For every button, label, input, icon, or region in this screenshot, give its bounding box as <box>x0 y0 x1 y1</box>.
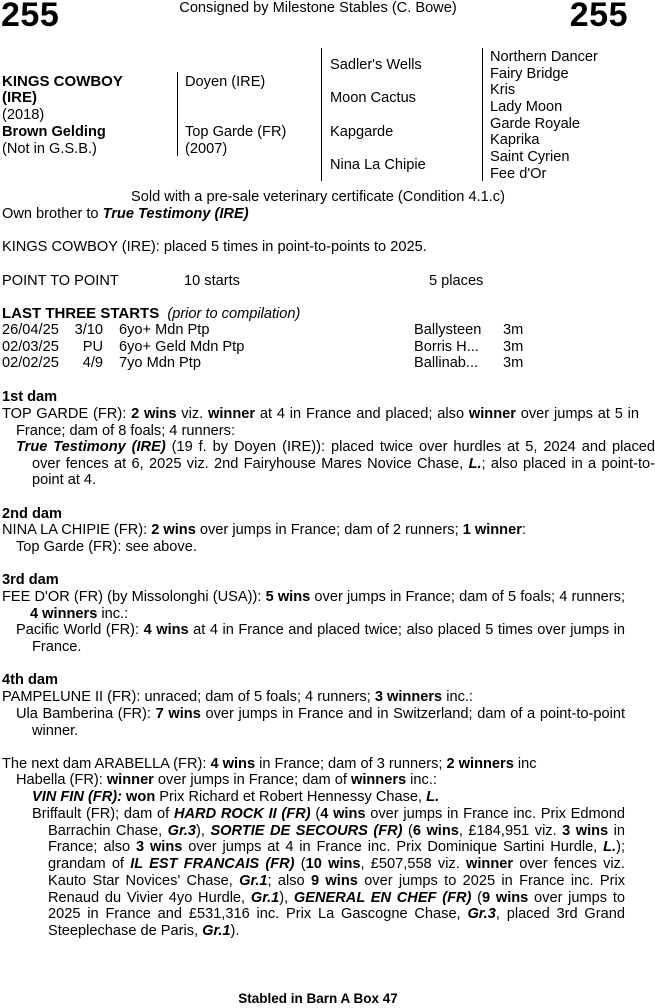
emphasis-text: 6 wins <box>412 822 459 839</box>
pedigree-divider-3 <box>482 48 483 181</box>
emphasis-text: 2 wins <box>131 406 177 422</box>
first-dam-text <box>2 406 639 439</box>
start-dist: 3m <box>503 355 524 372</box>
ancestor-7: Saint Cyrien <box>490 149 570 165</box>
ancestor-1: Northern Dancer <box>490 49 598 65</box>
second-dam-heading: 2nd dam <box>2 506 63 522</box>
emphasis-text: winners <box>350 772 407 788</box>
text-run: over jumps in France; dam of 2 runners; <box>195 522 463 538</box>
grandsire-maternal: Kapgarde <box>330 124 394 140</box>
consignor: Consigned by Milestone Stables (C. Bowe) <box>179 0 457 16</box>
text-run: inc.: <box>97 605 129 622</box>
emphasis-text: winner <box>208 406 256 422</box>
text-run: ); grandam of <box>48 839 626 873</box>
text-run: ( <box>310 806 321 822</box>
start-date: 02/03/25 <box>2 338 59 355</box>
text-run: Briffault (FR); dam of <box>32 806 174 822</box>
sibling-name: True Testimony (IRE) <box>102 206 249 222</box>
emphasis-text: IL EST FRANCAIS (FR) <box>130 856 295 873</box>
text-run: Habella (FR): <box>16 772 107 788</box>
start-pos: PU <box>82 338 103 355</box>
text-run: TOP GARDE (FR): <box>2 406 132 422</box>
text-run: FEE D'OR (FR) (by Missolonghi (USA)): <box>2 589 266 605</box>
horse-description: Brown Gelding <box>2 124 106 140</box>
emphasis-text: L. <box>426 789 440 805</box>
pedigree-divider-1 <box>177 72 178 156</box>
ancestor-4: Lady Moon <box>490 99 563 115</box>
text-run: Prix Richard et Robert Hennessy Chase, <box>155 789 427 805</box>
text-run: ; also placed in a point-to-point at 4. <box>32 455 655 489</box>
fourth-dam-heading: 4th dam <box>2 672 58 688</box>
emphasis-text: winner <box>466 856 514 873</box>
text-run: at 4 in France and placed; also <box>255 406 469 422</box>
start-race: 6yo+ Geld Mdn Ptp <box>119 338 245 355</box>
text-run: , £184,951 viz. <box>458 822 563 839</box>
emphasis-text: 9 wins <box>311 872 358 889</box>
text-run: , £507,558 viz. <box>360 856 467 873</box>
stabling-note: Stabled in Barn A Box 47 <box>238 991 398 1006</box>
granddam-paternal: Moon Cactus <box>330 90 416 106</box>
emphasis-text: 10 wins <box>305 856 361 873</box>
horse-year: (2018) <box>2 107 45 123</box>
lot-number-left: 255 <box>1 0 60 34</box>
own-brother-line: Own brother to True Testimony (IRE) <box>2 206 249 222</box>
start-dist: 3m <box>503 322 524 338</box>
ancestor-3: Kris <box>490 82 516 98</box>
emphasis-text: True Testimony (IRE) <box>16 439 166 455</box>
emphasis-text: 4 wins <box>210 756 256 772</box>
text-run: in France; dam of 3 runners; <box>255 756 447 772</box>
second-dam-text <box>2 522 625 539</box>
text-run: NINA LA CHIPIE (FR): <box>2 522 152 538</box>
emphasis-text: Gr.3 <box>467 906 496 923</box>
emphasis-text: 5 wins <box>265 589 311 605</box>
text-run: over jumps at 5 in France; dam of 8 foals; 4 runners: <box>16 406 640 439</box>
start-pos: 3/10 <box>74 322 103 338</box>
record-starts: 10 starts <box>184 273 240 289</box>
emphasis-text: SORTIE DE SECOURS (FR) <box>210 822 403 839</box>
start-date: 02/02/25 <box>2 355 59 372</box>
text-run: ( <box>471 889 482 906</box>
text-run: in France; also <box>48 822 625 856</box>
emphasis-text: 7 wins <box>155 706 201 722</box>
emphasis-text: 3 winners <box>374 689 443 705</box>
emphasis-text: 2 winners <box>446 756 514 772</box>
vet-certificate-note: Sold with a pre-sale veterinary certificate (Condition 4.1.c) <box>131 189 505 205</box>
ancestor-5: Garde Royale <box>490 115 581 132</box>
third-dam-heading: 3rd dam <box>2 572 59 588</box>
record-label: POINT TO POINT <box>2 273 119 289</box>
emphasis-text: L. <box>603 839 617 856</box>
start-venue: Ballysteen <box>414 322 482 338</box>
text-run: Pacific World (FR): <box>16 622 144 638</box>
text-run: inc.: <box>442 689 473 705</box>
horse-name-suffix: (IRE) <box>2 89 37 106</box>
text-run: ), <box>196 822 211 839</box>
ancestor-8: Fee d'Or <box>490 165 547 182</box>
fourth-dam-progeny <box>2 706 625 739</box>
next-dam-grandprogeny-2 <box>2 806 625 940</box>
next-dam-progeny <box>2 772 625 789</box>
horse-name: KINGS COWBOY <box>2 73 123 90</box>
text-run: Ula Bamberina (FR): <box>16 706 156 722</box>
text-run: over jumps in France; dam of <box>153 772 351 788</box>
emphasis-text: 9 wins <box>482 889 529 906</box>
emphasis-text: : <box>117 789 127 805</box>
text-run: viz. <box>176 406 209 422</box>
emphasis-text: GENERAL EN CHEF (FR) <box>293 889 472 906</box>
lot-number-right: 255 <box>569 0 628 34</box>
text-run: over jumps in France; dam of 5 foals; 4 runners; <box>310 589 626 605</box>
emphasis-text: Gr.1 <box>239 872 268 889</box>
start-race: 6yo+ Mdn Ptp <box>119 322 210 338</box>
third-dam-progeny <box>2 622 625 655</box>
text-run: over jumps in France inc. Prix Edmond Barrachin Chase, <box>48 806 625 839</box>
emphasis-text: 4 wins <box>143 622 189 638</box>
text-run: inc <box>513 756 537 772</box>
emphasis-text: 3 wins <box>562 822 609 839</box>
text-run: ). <box>230 922 240 939</box>
granddam-maternal: Nina La Chipie <box>330 157 426 173</box>
emphasis-text: HARD ROCK II (FR) <box>173 806 311 822</box>
pedigree-divider-2 <box>321 48 322 181</box>
dam-year: (2007) <box>185 141 228 157</box>
emphasis-text: 2 wins <box>151 522 196 538</box>
text-run: : <box>521 522 526 538</box>
text-run: at 4 in France and placed twice; also placed 5 times over jumps in France. <box>32 622 625 655</box>
text-run: PAMPELUNE II (FR): unraced; dam of 5 foals; 4 runners; <box>2 689 375 705</box>
first-dam-progeny <box>2 439 655 489</box>
start-date: 26/04/25 <box>2 322 59 338</box>
sire: Doyen (IRE) <box>185 74 266 90</box>
dam: Top Garde (FR) <box>185 124 287 140</box>
text-run: ; also <box>267 872 311 889</box>
text-run: , placed 3rd Grand Steeplechase de Paris, <box>48 906 625 939</box>
start-dist: 3m <box>503 338 524 355</box>
emphasis-text: Gr.1 <box>250 889 280 906</box>
second-dam-progeny: Top Garde (FR): see above. <box>16 539 197 555</box>
emphasis-text: winner <box>106 772 154 788</box>
record-places: 5 places <box>429 273 484 289</box>
start-venue: Borris H... <box>414 338 479 355</box>
text-run: over jumps to 2025 in France inc. Prix Renaud du Vivier 4yo Hurdle, <box>48 872 626 906</box>
emphasis-text: Gr.3 <box>167 822 197 839</box>
registry-note: (Not in G.S.B.) <box>2 141 97 157</box>
race-summary: KINGS COWBOY (IRE): placed 5 times in point-to-points to 2025. <box>2 239 427 255</box>
text-run: over jumps in France and in Switzerland; dam of a point-to-point winner. <box>32 706 625 739</box>
text-run: over fences viz. Kauto Star Novices' Chase, <box>48 856 625 889</box>
emphasis-text: 4 wins <box>320 806 366 822</box>
text-run: ( <box>402 822 413 839</box>
third-dam-text <box>2 589 625 622</box>
emphasis-text: 4 winners <box>30 605 98 622</box>
text-run: ( <box>294 856 306 873</box>
emphasis-text: 3 wins <box>135 839 183 856</box>
text-run: (19 f. by Doyen (IRE)): placed twice over hurdles at 5, 2024 and placed over fences at 6, 2025 viz. 2nd Fairyhouse Mares Novice Chase, <box>32 439 655 472</box>
last-starts-heading: LAST THREE STARTS (prior to compilation) <box>2 305 301 322</box>
text-run: over jumps to 2025 in France and £531,316 inc. Prix La Gascogne Chase, <box>48 889 625 923</box>
text-run: over jumps at 4 in France inc. Prix Dominique Sartini Hurdle, <box>182 839 604 856</box>
emphasis-text: L. <box>468 455 482 472</box>
ancestor-6: Kaprika <box>490 132 540 148</box>
next-dam-text <box>2 756 625 773</box>
first-dam-heading: 1st dam <box>2 389 58 405</box>
next-dam-grandprogeny-1 <box>2 789 625 806</box>
emphasis-text: VIN FIN (FR) <box>32 789 118 805</box>
start-venue: Ballinab... <box>414 355 479 372</box>
ancestor-2: Fairy Bridge <box>490 65 569 82</box>
emphasis-text: won <box>126 789 156 805</box>
text-run: ), <box>279 889 294 906</box>
emphasis-text: winner <box>468 406 516 422</box>
emphasis-text: 1 winner <box>462 522 522 538</box>
grandsire-paternal: Sadler's Wells <box>330 57 422 73</box>
fourth-dam-text <box>2 689 625 706</box>
start-pos: 4/9 <box>82 355 103 372</box>
emphasis-text: Gr.1 <box>202 922 231 939</box>
start-race: 7yo Mdn Ptp <box>119 355 201 372</box>
text-run: inc.: <box>406 772 437 788</box>
text-run: The next dam ARABELLA (FR): <box>2 756 211 772</box>
